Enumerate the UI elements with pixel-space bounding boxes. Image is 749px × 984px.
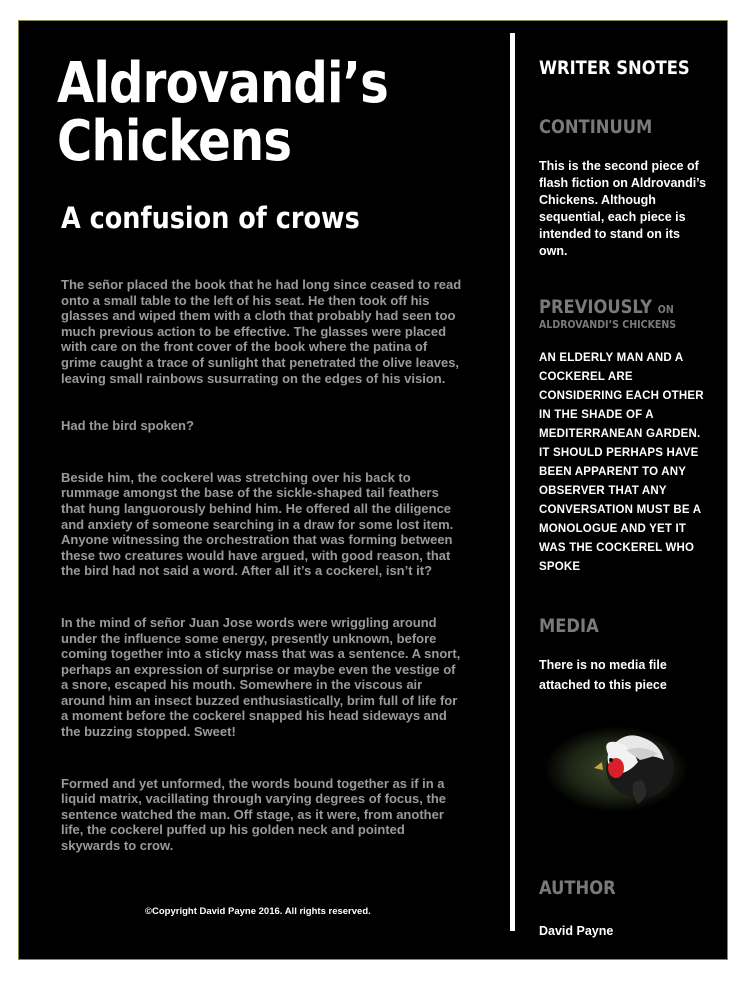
previously-on-label: ON — [657, 303, 674, 316]
story-body — [61, 277, 466, 854]
writers-notes-sidebar — [539, 57, 709, 938]
continuum-text: This is the second piece of flash fiction on Aldrovandi’s Chickens. Although sequential, each piece is intended to stand on its own. — [539, 159, 707, 258]
story-paragraph-2: Had the bird spoken? — [61, 418, 194, 434]
media-text: There is no media file attached to this piece — [539, 658, 667, 692]
author-name: David Payne — [539, 924, 614, 938]
story-paragraph-5: Formed and yet unformed, the words bound together as if in a liquid matrix, vacillating through varying degrees of focus, the sentence watched the man. Off stage, as it were, from another life, the cockerel puffed up his golden neck and pointed skywards to crow. — [61, 775, 447, 854]
story-paragraph-1: The señor placed the book that he had long since ceased to read onto a small table to the left of his seat. He then took off his glasses and wiped them with a cloth that probably had seen too much previous action to be effective. The glasses were placed with care on the front cover of the book where the patina of grime caught a trace of sunlight that penetrated the olive leaves, leaving small rainbows susurrating on the edges of his vision. — [61, 277, 462, 386]
copyright-notice: ©Copyright David Payne 2016. All rights reserved. — [145, 906, 371, 917]
previously-series-label: ALDROVANDI’S CHICKENS — [539, 318, 677, 331]
cockerel-photo — [542, 724, 690, 814]
story-paragraph-4: In the mind of señor Juan Jose words were wriggling around under the influence some energy, presently unknown, before coming together into a sticky mass that was a sentence. A snort, perhaps an expression of surprise or maybe even the vestige of a snore, escaped his mouth. Somewhere in the viscous air around him an insect buzzed enthusiastically, brim full of life for a moment before the cockerel snapped his head sideways and the buzzing stopped. Sweet! — [61, 614, 461, 740]
page-title — [57, 51, 418, 174]
previously-label: PREVIOUSLY — [539, 296, 653, 318]
title-line-2: Chickens — [57, 109, 292, 174]
media-heading: MEDIA — [539, 615, 599, 637]
previously-text: AN ELDERLY MAN AND A COCKEREL ARE CONSIDERING EACH OTHER IN THE SHADE OF A MEDITERRANEAN GARDEN. IT SHOULD PERHAPS HAVE BEEN APPARENT TO ANY OBSERVER THAT ANY CONVERSATION MUST BE A MONOLOGUE AND YET IT WAS THE COCKEREL WHO SPOKE — [539, 352, 704, 573]
story-paragraph-3: Beside him, the cockerel was stretching over his back to rummage amongst the base of the sickle-shaped tail feathers that hung languorously behind him. He offered all the diligence and anxiety of someone searching in a draw for some lost item. Anyone witnessing the orchestration that was forming between these two creatures would have argued, with good reason, that the bird had not said a word. After all it’s a cockerel, isn’t it? — [61, 469, 454, 579]
continuum-heading: CONTINUUM — [539, 116, 653, 138]
sidebar-heading: WRITER SNOTES — [539, 57, 690, 79]
author-heading: AUTHOR — [539, 877, 616, 899]
previously-heading — [539, 296, 685, 318]
title-line-1: Aldrovandi’s — [57, 51, 388, 116]
column-divider — [510, 33, 515, 931]
story-subtitle: A confusion of crows — [61, 201, 360, 235]
page-panel — [18, 20, 728, 960]
